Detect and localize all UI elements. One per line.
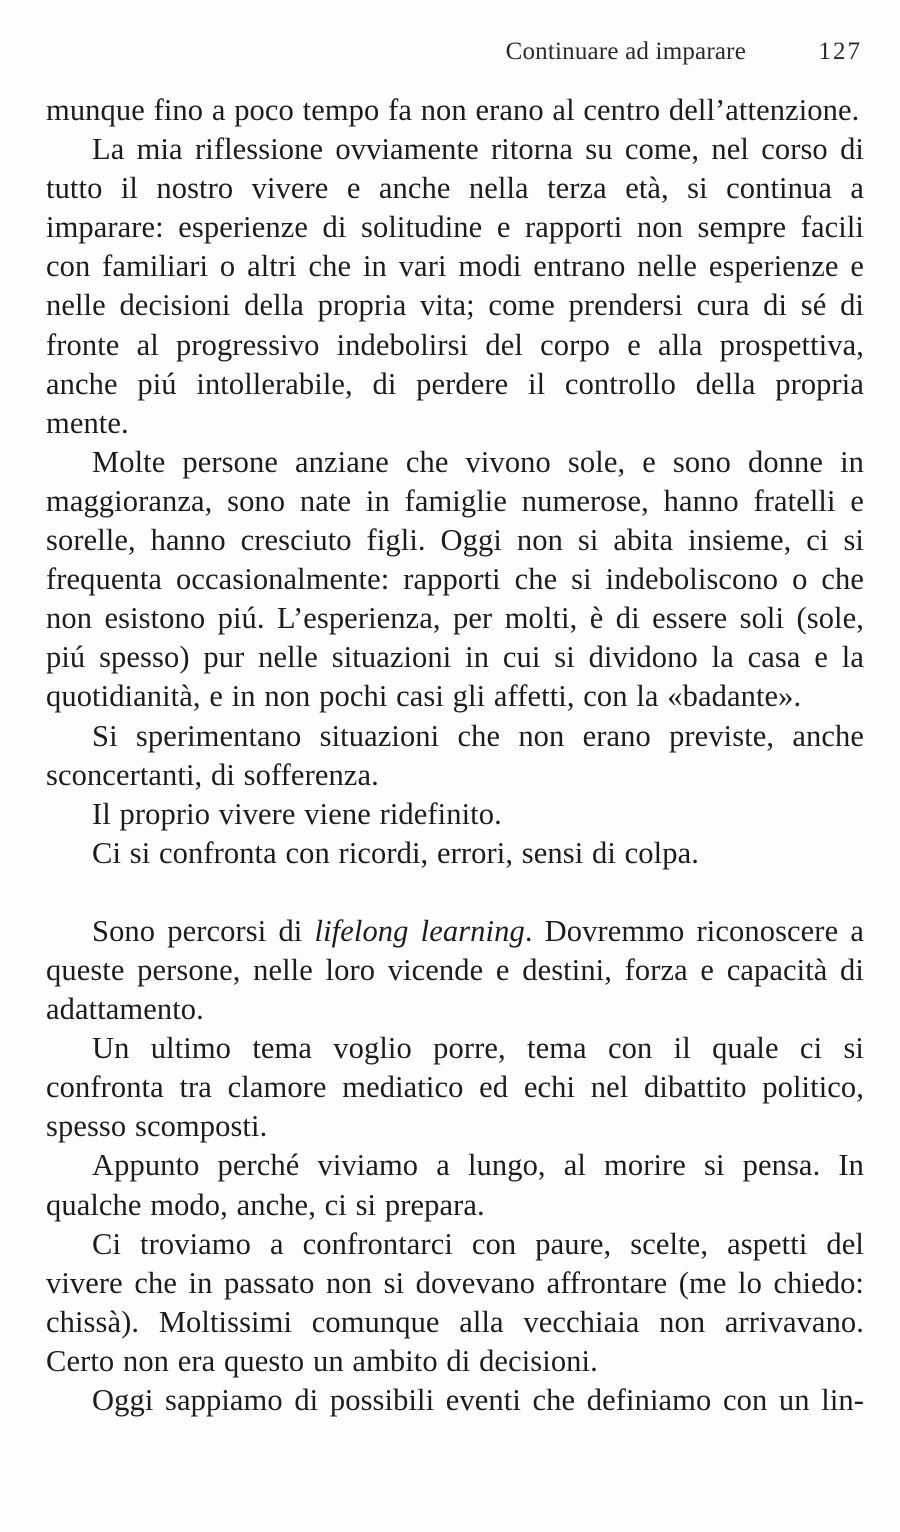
paragraph-10: Ci troviamo a confrontarci con paure, scelte, aspetti del vivere che in passato non si dovevano affrontare (me lo chiedo: chissà). Moltissimi comunque alla vecchiaia non arrivavano. Certo non era questo un ambito di decisioni.: [46, 1226, 864, 1378]
paragraph-9: Appunto perché viviamo a lungo, al morire si pensa. In qualche modo, anche, ci si prepara.: [46, 1148, 864, 1222]
running-title: Continuare ad imparare: [505, 38, 746, 65]
paragraph-11: Oggi sappiamo di possibili eventi che definiamo con un lin-: [92, 1383, 864, 1417]
paragraph-3: Molte persone anziane che vivono sole, e sono donne in maggioranza, sono nate in famiglie numerose, hanno fratelli e sorelle, hanno cresciuto figli. Oggi non si abita insieme, ci si frequenta occasionalmente: rapporti che si indeboliscono o che non esistono piú. L’esperienza, per molti, è di essere soli (sole, piú spesso) pur nelle situazioni in cui si dividono la casa e la quotidianità, e in non pochi casi gli affetti, con la «badante».: [46, 444, 864, 714]
paragraph-7-start: Sono percorsi di: [92, 913, 315, 948]
paragraph-4: Si sperimentano situazioni che non erano previste, anche sconcertanti, di sofferenza.: [46, 718, 864, 792]
paragraph-5: Il proprio vivere viene ridefinito.: [92, 796, 502, 831]
page-number: 127: [818, 38, 862, 65]
paragraph-2: La mia riflessione ovviamente ritorna su come, nel corso di tutto il nostro vivere e anche nella terza età, si continua a imparare: esperienze di solitudine e rapporti non sempre facili con familiari o altri che in vari modi entrano nelle esperienze e nelle decisioni della propria vita; come prendersi cura di sé di fronte al progressivo indebolirsi del corpo e alla prospettiva, anche piú intollerabile, di perdere il controllo della propria mente.: [46, 132, 864, 440]
italic-term: lifelong learning: [314, 913, 525, 948]
paragraph-8: Un ultimo tema voglio porre, tema con il quale ci si confronta tra clamore mediatico ed echi nel dibattito politico, spesso scomposti.: [46, 1031, 864, 1144]
page-header: [0, 34, 868, 70]
paragraph-7-end: . Dovremmo riconoscere a queste persone, nelle loro vicende e destini, forza e capacità di adattamento.: [46, 913, 864, 1027]
paragraph-7: [46, 912, 864, 1029]
paragraph-6: Ci si confronta con ricordi, errori, sensi di colpa.: [92, 835, 699, 870]
paragraph-1: munque fino a poco tempo fa non erano al centro dell’attenzione.: [46, 93, 860, 127]
body-text: [46, 91, 864, 1420]
